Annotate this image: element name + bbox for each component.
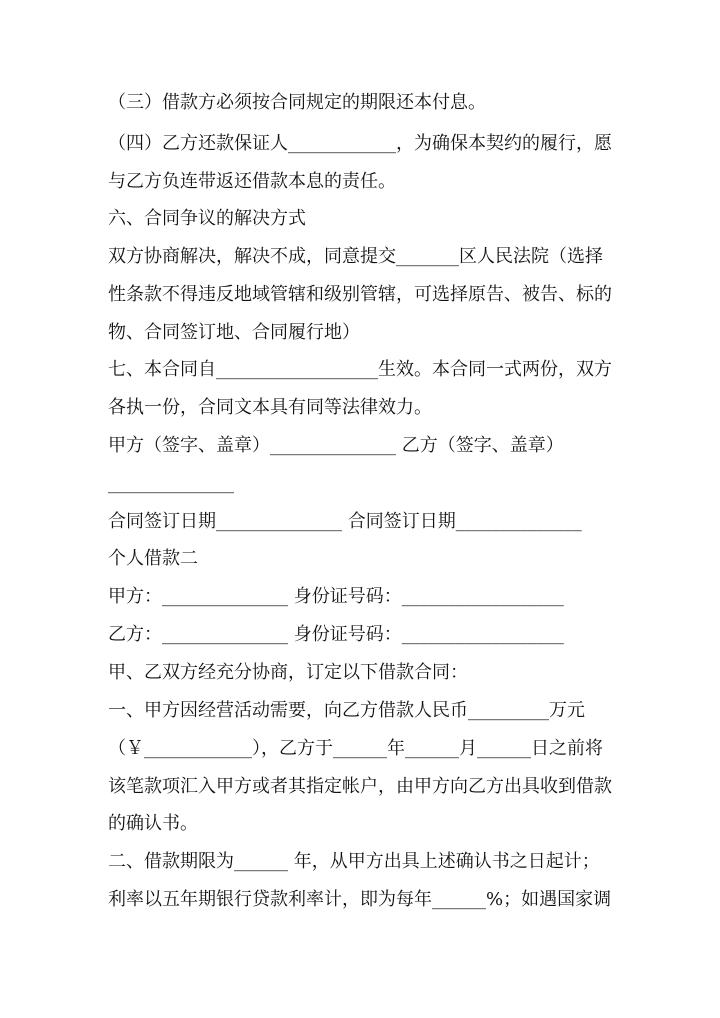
clause-2-line-2: 利率以五年期银行贷款利率计，即为每年______%；如遇国家调 [108,889,612,910]
dispute-clause-line-1: 双方协商解决，解决不成，同意提交_______区人民法院（选择 [108,246,603,267]
dispute-clause-line-3: 物、合同签订地、合同履行地） [108,322,360,343]
party-b-id-line: 乙方：______________ 身份证号码：__________________ [108,624,564,645]
clause-1-line-3: 该笔款项汇入甲方或者其指定帐户，由甲方向乙方出具收到借款 [108,776,612,797]
clause-3-repayment: （三）借款方必须按合同规定的期限还本付息。 [108,92,486,113]
party-a-id-line: 甲方：______________ 身份证号码：__________________ [108,586,564,607]
clause-4-guarantor: （四）乙方还款保证人____________，为确保本契约的履行，愿 [108,133,612,154]
agreement-intro: 甲、乙双方经充分协商，订定以下借款合同： [108,662,468,683]
section-6-heading: 六、合同争议的解决方式 [108,208,306,229]
dispute-clause-line-2: 性条款不得违反地域管辖和级别管辖，可选择原告、被告、标的 [108,284,612,305]
clause-2-line-1: 二、借款期限为______ 年，从甲方出具上述确认书之日起计； [108,851,600,872]
clause-4-guarantor-cont: 与乙方负连带返还借款本息的责任。 [108,171,396,192]
clause-1-line-4: 的确认书。 [108,813,198,834]
section-7-line-1: 七、本合同自__________________生效。本合同一式两份，双方 [108,359,612,380]
section-7-line-2: 各执一份，合同文本具有同等法律效力。 [108,397,432,418]
clause-1-line-1: 一、甲方因经营活动需要，向乙方借款人民币_________万元 [108,700,585,721]
contract-2-title: 个人借款二 [108,548,198,569]
clause-1-line-2: （￥____________），乙方于______年______月______日之前将 [108,738,603,759]
signature-line-cont: ______________ [108,473,234,494]
signing-date-line: 合同签订日期______________ 合同签订日期______________ [108,511,582,532]
signature-line: 甲方（签字、盖章）______________ 乙方（签字、盖章） [108,435,564,456]
